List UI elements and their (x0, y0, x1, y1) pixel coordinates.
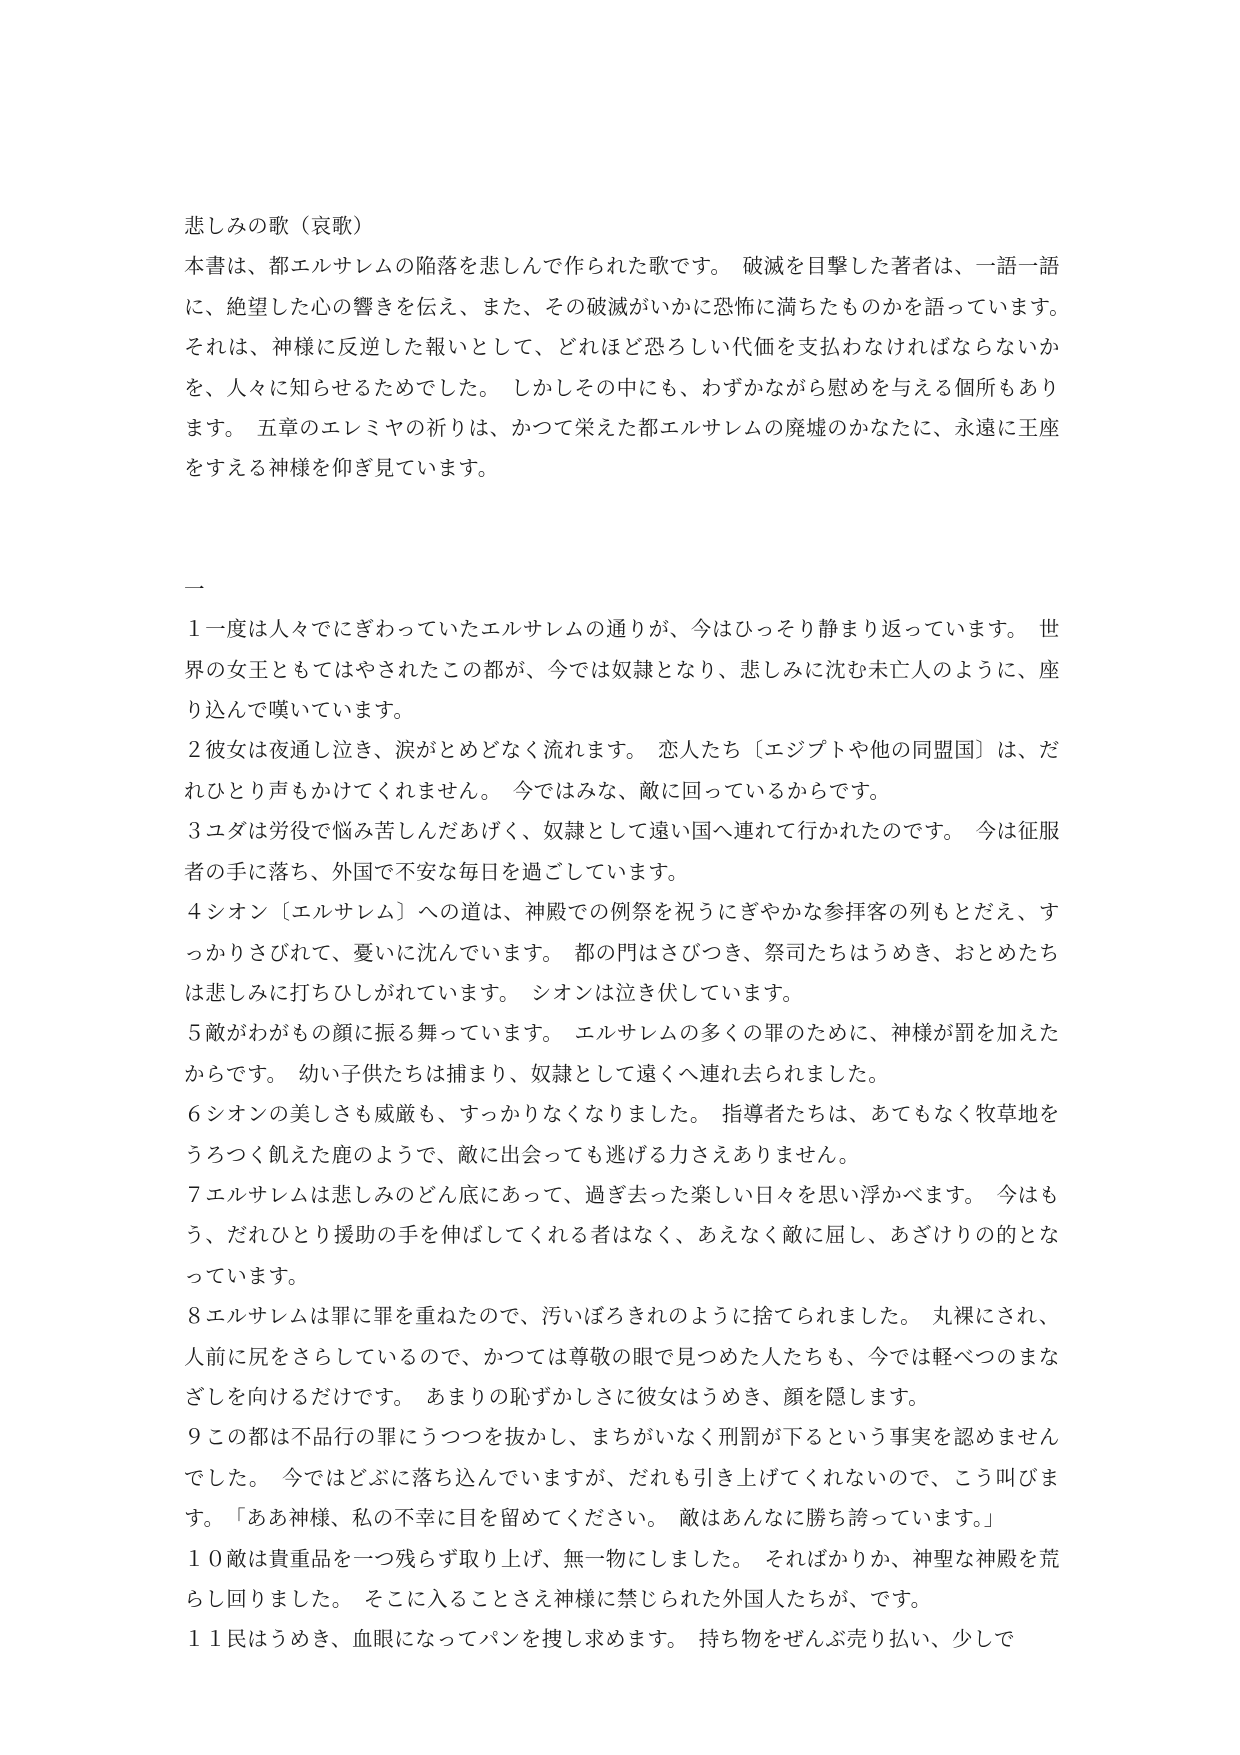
verse-7: ７エルサレムは悲しみのどん底にあって、過ぎ去った楽しい日々を思い浮かべます。 今はもう、だれひとり援助の手を伸ばしてくれる者はなく、あえなく敵に屈し、あざけりの的となっています。 (184, 1182, 1060, 1288)
document-page (184, 206, 1082, 1660)
verse-3: ３ユダは労役で悩み苦しんだあげく、奴隷として遠い国へ連れて行かれたのです。 今は征服者の手に落ち、外国で不安な毎日を過ごしています。 (184, 819, 1060, 884)
chapter-heading: 一 (184, 576, 206, 601)
verse-1: １一度は人々でにぎわっていたエルサレムの通りが、今はひっそり静まり返っています。 世界の女王ともてはやされたこの都が、今では奴隷となり、悲しみに沈む未亡人のように、座り込んで嘆いています。 (184, 617, 1060, 723)
intro-paragraph: 本書は、都エルサレムの陥落を悲しんで作られた歌です。 破滅を目撃した著者は、一語一語に、絶望した心の響きを伝え、また、その破滅がいかに恐怖に満ちたものかを語っています。 それは、神様に反逆した報いとして、どれほど恐ろしい代価を支払わなければならないかを、人々に知らせるためでした。 しかしその中にも、わずかながら慰めを与える個所もあります。 五章のエレミヤの祈りは、かつて栄えた都エルサレムの廃墟のかなたに、永遠に王座をすえる神様を仰ぎ見ています。 (184, 254, 1082, 481)
verse-8: ８エルサレムは罪に罪を重ねたので、汚いぼろきれのように捨てられました。 丸裸にされ、人前に尻をさらしているので、かつては尊敬の眼で見つめた人たちも、今では軽べつのまなざしを向けるだけです。 あまりの恥ずかしさに彼女はうめき、顔を隠します。 (184, 1304, 1060, 1409)
section-gap (184, 489, 1060, 569)
verse-5: ５敵がわがもの顔に振る舞っています。 エルサレムの多くの罪のために、神様が罰を加えたからです。 幼い子供たちは捕まり、奴隷として遠くへ連れ去られました。 (184, 1021, 1060, 1086)
verse-6: ６シオンの美しさも威厳も、すっかりなくなりました。 指導者たちは、あてもなく牧草地をうろつく飢えた鹿のようで、敵に出会っても逃げる力さえありません。 (184, 1102, 1060, 1167)
verse-11: １１民はうめき、血眼になってパンを捜し求めます。 持ち物をぜんぶ売り払い、少しで (184, 1627, 1016, 1652)
verse-9: ９この都は不品行の罪にうつつを抜かし、まちがいなく刑罰が下るという事実を認めませんでした。 今ではどぶに落ち込んでいますが、だれも引き上げてくれないので、こう叫びます。 「ああ神様、私の不幸に目を留めてください。 敵はあんなに勝ち誇っています。」 (184, 1425, 1060, 1531)
verse-2: ２彼女は夜通し泣き、涙がとめどなく流れます。 恋人たち〔エジプトや他の同盟国〕は、だれひとり声もかけてくれません。 今ではみな、敵に回っているからです。 (184, 738, 1060, 803)
document-title: 悲しみの歌（哀歌） (184, 214, 374, 238)
verse-4: ４シオン〔エルサレム〕への道は、神殿での例祭を祝うにぎやかな参拝客の列もとだえ、すっかりさびれて、憂いに沈んでいます。 都の門はさびつき、祭司たちはうめき、おとめたちは悲しみに打ちひしがれています。 シオンは泣き伏しています。 (184, 900, 1060, 1005)
verse-10: １０敵は貴重品を一つ残らず取り上げ、無一物にしました。 そればかりか、神聖な神殿を荒らし回りました。 そこに入ることさえ神様に禁じられた外国人たちが、です。 (184, 1546, 1060, 1611)
